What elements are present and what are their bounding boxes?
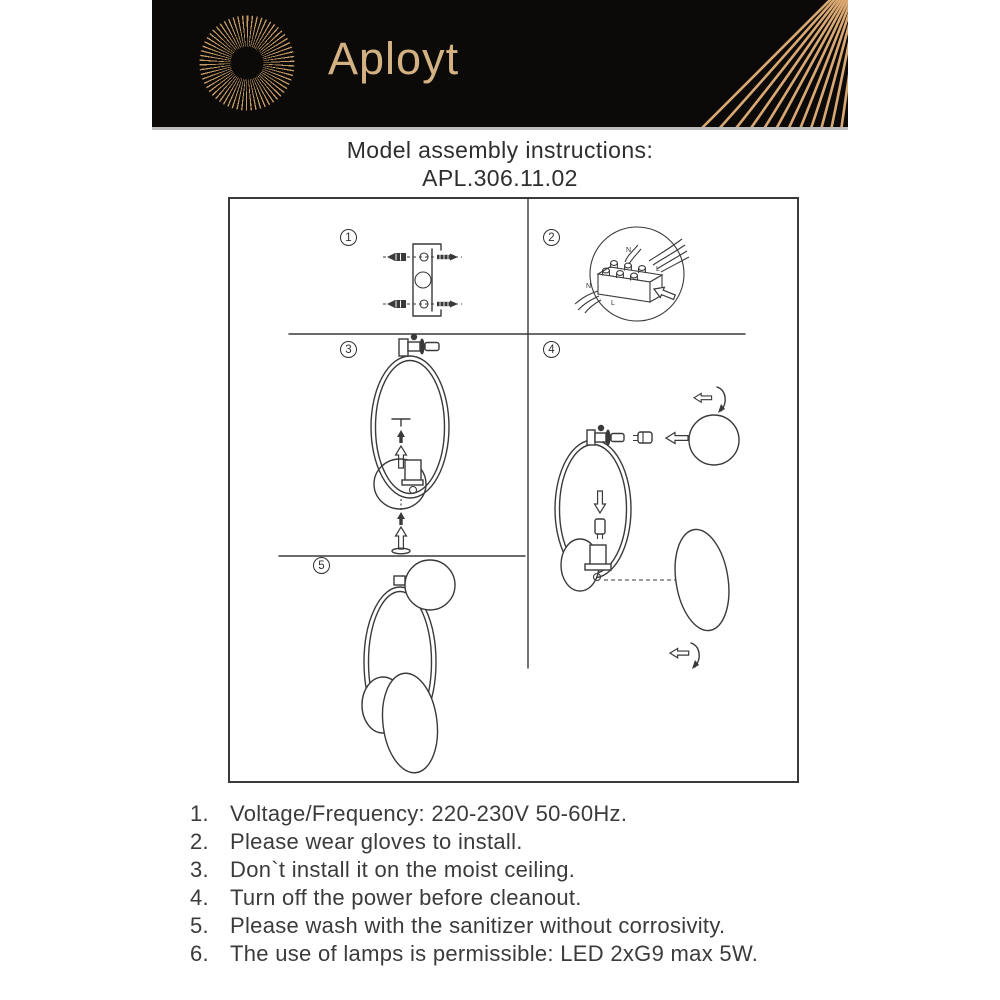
- step-5-marker: 5: [313, 557, 330, 574]
- wire-label-l-right: L: [656, 266, 660, 273]
- instruction-item: [190, 940, 870, 968]
- wire-label-n-top: N: [626, 247, 632, 254]
- instruction-item: [190, 800, 870, 828]
- step-4-marker: 4: [543, 341, 560, 358]
- instruction-item: [190, 884, 870, 912]
- instruction-number: 5.: [190, 913, 209, 938]
- brand-name: Aployt: [328, 33, 460, 84]
- panel-4-bulb-shade-assembly: [555, 387, 739, 669]
- instruction-item: [190, 828, 870, 856]
- instruction-item: [190, 912, 870, 940]
- instruction-number: 4.: [190, 885, 209, 910]
- instruction-text: Don`t install it on the moist ceiling.: [230, 857, 576, 882]
- instruction-text: Please wear gloves to install.: [230, 829, 523, 854]
- model-number: APL.306.11.02: [422, 165, 578, 191]
- instructions-list: [190, 800, 870, 968]
- step-1-marker: 1: [340, 229, 357, 246]
- page-title: Model assembly instructions:: [346, 137, 654, 163]
- instruction-item: [190, 856, 870, 884]
- banner-separator: [152, 127, 848, 130]
- screw-icon: [437, 254, 458, 308]
- instruction-text: Voltage/Frequency: 220-230V 50-60Hz.: [230, 801, 628, 826]
- wire-label-l-bottom: L: [611, 300, 615, 307]
- instruction-number: 2.: [190, 829, 209, 854]
- panel-1-wall-bracket: [383, 244, 462, 316]
- instruction-text: The use of lamps is permissible: LED 2xG9 max 5W.: [230, 941, 759, 966]
- wire-label-n-left: N: [586, 283, 592, 290]
- wall-anchor-icon: [387, 253, 406, 308]
- panel-2-wiring-detail: [575, 227, 689, 321]
- instruction-number: 3.: [190, 857, 209, 882]
- step-2-marker: 2: [543, 229, 560, 246]
- instruction-number: 6.: [190, 941, 209, 966]
- panel-3-ring-mounting: [371, 334, 449, 554]
- diagram-drawing: [230, 199, 797, 781]
- panel-5-assembled-lamp: [362, 560, 455, 776]
- brand-banner: [152, 0, 848, 127]
- step-3-marker: 3: [340, 341, 357, 358]
- corner-rays-icon: [152, 0, 848, 127]
- instruction-text: Turn off the power before cleanout.: [230, 885, 582, 910]
- assembly-diagram: [228, 197, 799, 783]
- instruction-number: 1.: [190, 801, 209, 826]
- instruction-text: Please wash with the sanitizer without corrosivity.: [230, 913, 726, 938]
